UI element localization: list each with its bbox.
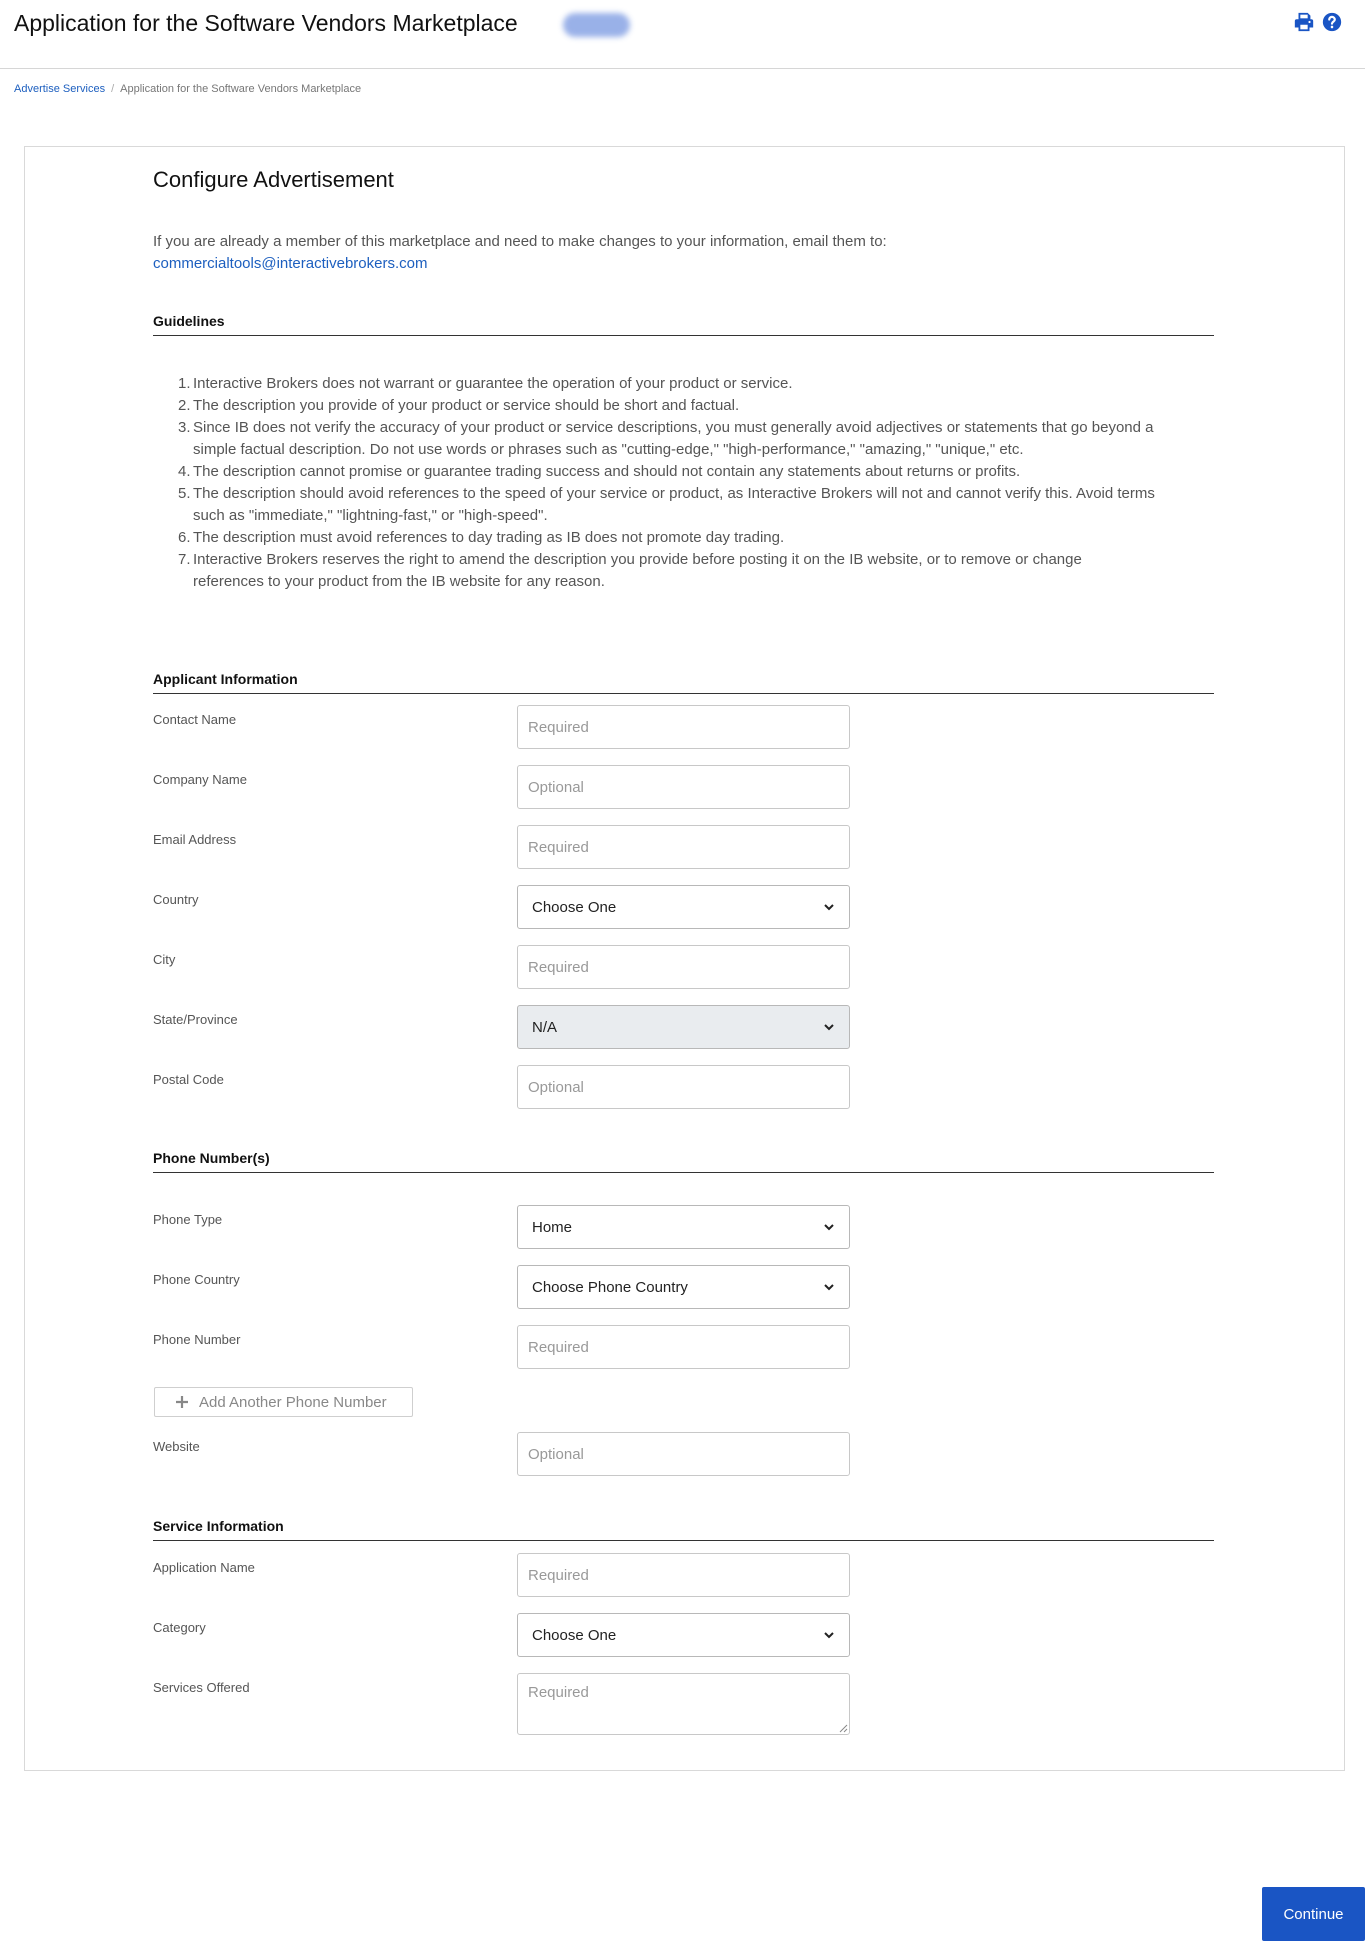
postal-code-label: Postal Code <box>153 1072 224 1087</box>
guideline-number: 4. <box>178 463 191 480</box>
guideline-item <box>153 373 1214 395</box>
intro-text <box>153 231 887 275</box>
chevron-down-icon <box>823 1021 835 1033</box>
guideline-item <box>153 417 1214 461</box>
guideline-text: The description you provide of your product or service should be short and factual. <box>193 397 740 414</box>
print-icon[interactable] <box>1293 11 1315 33</box>
phone-country-label: Phone Country <box>153 1272 240 1287</box>
category-label: Category <box>153 1620 206 1635</box>
guideline-text: such as "immediate," "lightning-fast," or "high-speed". <box>193 507 548 524</box>
breadcrumb-advertise-services[interactable]: Advertise Services <box>14 83 106 95</box>
state-label: State/Province <box>153 1012 238 1027</box>
header-actions <box>1293 11 1343 33</box>
phone-country-value: Choose Phone Country <box>532 1278 688 1296</box>
guideline-number: 5. <box>178 485 191 502</box>
chevron-down-icon <box>823 901 835 913</box>
guidelines-list <box>153 373 1214 593</box>
application-name-input[interactable] <box>517 1553 850 1597</box>
continue-button[interactable]: Continue <box>1262 1887 1365 1941</box>
application-name-label: Application Name <box>153 1560 255 1575</box>
website-input[interactable] <box>517 1432 850 1476</box>
phone-type-select[interactable] <box>517 1205 850 1249</box>
guideline-number: 1. <box>178 375 191 392</box>
country-select[interactable] <box>517 885 850 929</box>
category-select[interactable] <box>517 1613 850 1657</box>
country-select-value: Choose One <box>532 898 617 916</box>
phone-type-label: Phone Type <box>153 1212 223 1227</box>
email-link[interactable]: commercialtools@interactivebrokers.com <box>153 255 428 272</box>
guideline-text: Since IB does not verify the accuracy of your product or service descriptions, you must generally avoid adjectives or statements that go beyond a <box>193 419 1154 436</box>
guideline-text: The description should avoid references to the speed of your service or product, as Interactive Brokers will not and cannot verify this. Avoid terms <box>193 485 1155 502</box>
chevron-down-icon <box>823 1629 835 1641</box>
company-name-label: Company Name <box>153 772 247 787</box>
company-name-input[interactable] <box>517 765 850 809</box>
guideline-text: Interactive Brokers reserves the right to amend the description you provide before posting it on the IB website, or to remove or change <box>193 551 1082 568</box>
breadcrumb <box>14 83 361 95</box>
applicant-heading: Applicant Information <box>153 671 1214 694</box>
breadcrumb-separator: / <box>111 83 115 95</box>
guideline-text: The description cannot promise or guarantee trading success and should not contain any statements about returns or profits. <box>193 463 1021 480</box>
guideline-text: simple factual description. Do not use words or phrases such as "cutting-edge," "high-performance," "amazing," "unique," etc. <box>193 441 1024 458</box>
add-phone-label: Add Another Phone Number <box>199 1393 387 1411</box>
contact-name-input[interactable] <box>517 705 850 749</box>
guideline-item <box>153 395 1214 417</box>
guideline-text: The description must avoid references to day trading as IB does not promote day trading. <box>193 529 785 546</box>
service-heading: Service Information <box>153 1518 1214 1541</box>
guideline-number: 7. <box>178 551 191 568</box>
guidelines-heading: Guidelines <box>153 313 1214 336</box>
help-icon[interactable] <box>1321 11 1343 33</box>
guideline-text: references to your product from the IB website for any reason. <box>193 573 605 590</box>
city-label: City <box>153 952 176 967</box>
postal-code-input[interactable] <box>517 1065 850 1109</box>
guideline-text: Interactive Brokers does not warrant or guarantee the operation of your product or service. <box>193 375 793 392</box>
category-select-value: Choose One <box>532 1626 617 1644</box>
country-label: Country <box>153 892 199 907</box>
guideline-number: 6. <box>178 529 191 546</box>
guideline-item <box>153 549 1214 593</box>
contact-name-label: Contact Name <box>153 712 237 727</box>
website-label: Website <box>153 1439 200 1454</box>
guideline-item <box>153 483 1214 527</box>
configure-title: Configure Advertisement <box>153 167 394 192</box>
phone-number-label: Phone Number <box>153 1332 241 1347</box>
page-title: Application for the Software Vendors Marketplace <box>14 10 518 36</box>
intro-message: If you are already a member of this marketplace and need to make changes to your information, email them to: <box>153 233 887 250</box>
email-label: Email Address <box>153 832 237 847</box>
state-select[interactable] <box>517 1005 850 1049</box>
phone-number-input[interactable] <box>517 1325 850 1369</box>
email-input[interactable] <box>517 825 850 869</box>
phone-country-select[interactable] <box>517 1265 850 1309</box>
guideline-item <box>153 527 1214 549</box>
guideline-number: 2. <box>178 397 191 414</box>
page-header <box>0 0 1365 69</box>
chevron-down-icon <box>823 1281 835 1293</box>
resize-grip-icon[interactable] <box>838 1723 848 1733</box>
add-phone-button[interactable] <box>154 1387 413 1417</box>
plus-icon <box>175 1395 189 1409</box>
chevron-down-icon <box>823 1221 835 1233</box>
guideline-item <box>153 461 1214 483</box>
services-offered-label: Services Offered <box>153 1680 250 1695</box>
breadcrumb-current: Application for the Software Vendors Marketplace <box>120 83 362 95</box>
city-input[interactable] <box>517 945 850 989</box>
state-select-value: N/A <box>532 1018 558 1036</box>
status-badge <box>563 13 630 37</box>
guideline-number: 3. <box>178 419 191 436</box>
phone-heading: Phone Number(s) <box>153 1150 1214 1173</box>
phone-type-value: Home <box>532 1218 573 1236</box>
services-offered-textarea[interactable] <box>517 1673 850 1735</box>
